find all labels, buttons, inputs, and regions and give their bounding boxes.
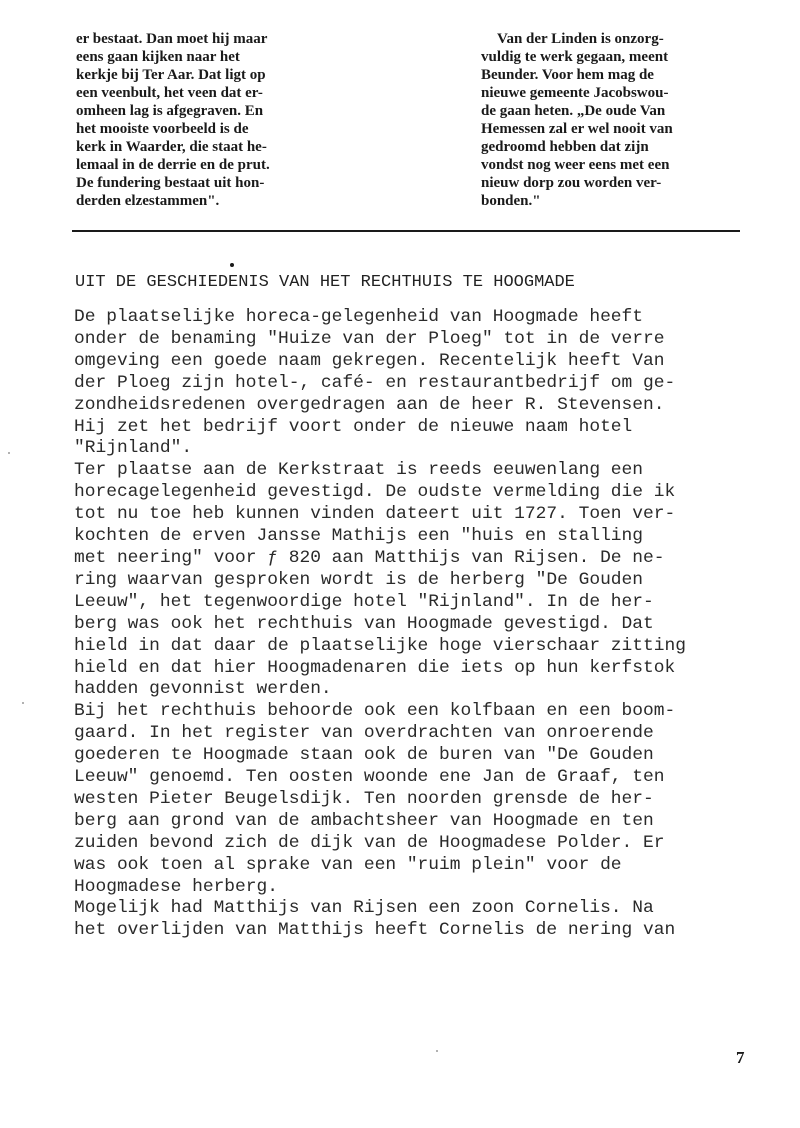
- article-line: De plaatselijke horeca-gelegenheid van Hoogmade heeft: [74, 307, 644, 327]
- section-divider: [72, 230, 740, 232]
- article-line: Mogelijk had Matthijs van Rijsen een zoon Cornelis. Na: [74, 898, 654, 919]
- scan-speck: [436, 1050, 438, 1052]
- right-column-excerpt: [481, 30, 739, 210]
- article-line: het overlijden van Matthijs heeft Cornelis de nering van: [74, 920, 676, 941]
- left-column-line: kerk in Waarder, die staat he-: [76, 139, 267, 155]
- page-number: 7: [736, 1048, 745, 1067]
- right-column-line: de gaan heten. „De oude Van: [481, 103, 666, 119]
- left-column-line: lemaal in de derrie en de prut.: [76, 157, 270, 173]
- article-line: omgeving een goede naam gekregen. Recentelijk heeft Van: [74, 350, 665, 371]
- article-line: Leeuw", het tegenwoordige hotel "Rijnland". In de her-: [74, 591, 654, 612]
- article-line: "Rijnland".: [74, 438, 193, 459]
- left-column-line: omheen lag is afgegraven. En: [76, 103, 264, 119]
- right-column-line: Beunder. Voor hem mag de: [481, 67, 654, 83]
- right-column-line: vuldig te werk gegaan, meent: [481, 49, 669, 65]
- article-line: tot nu toe heb kunnen vinden dateert uit 1727. Toen ver-: [74, 504, 676, 525]
- article-line: kochten de erven Jansse Mathijs een "huis en stalling: [74, 526, 644, 547]
- left-column-line: eens gaan kijken naar het: [76, 49, 240, 65]
- article-line: zondheidsredenen overgedragen aan de heer R. Stevensen.: [74, 394, 665, 415]
- left-column-line: kerkje bij Ter Aar. Dat ligt op: [76, 67, 266, 83]
- left-column-line: een veenbult, het veen dat er-: [76, 85, 263, 101]
- right-column-line: Van der Linden is onzorg-: [497, 31, 664, 47]
- scan-speck: [8, 452, 10, 454]
- article-line: met neering" voor ƒ 820 aan Matthijs van Rijsen. De ne-: [74, 547, 665, 568]
- article-line: ring waarvan gesproken wordt is de herberg "De Gouden: [74, 569, 644, 590]
- right-column-line: vondst nog weer eens met een: [481, 157, 670, 173]
- article-line: gaard. In het register van overdrachten van onroerende: [74, 723, 654, 744]
- left-column-line: er bestaat. Dan moet hij maar: [76, 31, 268, 47]
- article-heading: UIT DE GESCHIEDENIS VAN HET RECHTHUIS TE HOOGMADE: [75, 273, 575, 292]
- article-line: goederen te Hoogmade staan ook de buren van "De Gouden: [74, 745, 654, 766]
- article-line: Leeuw" genoemd. Ten oosten woonde ene Jan de Graaf, ten: [74, 767, 665, 788]
- article-line: berg aan grond van de ambachtsheer van Hoogmade en ten: [74, 810, 654, 831]
- right-column-line: gedroomd hebben dat zijn: [481, 139, 649, 155]
- right-column-line: Hemessen zal er wel nooit van: [481, 121, 673, 137]
- article-line: onder de benaming "Huize van der Ploeg" tot in de verre: [74, 328, 665, 349]
- article-line: Ter plaatse aan de Kerkstraat is reeds eeuwenlang een: [74, 460, 644, 481]
- article-line: horecagelegenheid gevestigd. De oudste vermelding die ik: [74, 482, 676, 503]
- right-column-line: nieuw dorp zou worden ver-: [481, 175, 662, 191]
- left-column-line: derden elzestammen".: [76, 193, 220, 209]
- article-line: hield in dat daar de plaatselijke hoge vierschaar zitting: [74, 635, 686, 656]
- right-column-line: nieuwe gemeente Jacobswou-: [481, 85, 669, 101]
- article-line: Bij het rechthuis behoorde ook een kolfbaan en een boom-: [74, 701, 676, 722]
- article-line: was ook toen al sprake van een "ruim plein" voor de: [74, 854, 622, 875]
- left-column-excerpt: [76, 30, 334, 210]
- right-column-line: bonden.": [481, 193, 541, 209]
- left-column-line: De fundering bestaat uit hon-: [76, 175, 265, 191]
- article-line: hadden gevonnist werden.: [74, 679, 332, 700]
- article-body: [74, 307, 686, 942]
- left-column-line: het mooiste voorbeeld is de: [76, 121, 249, 137]
- article-line: berg was ook het rechthuis van Hoogmade gevestigd. Dat: [74, 613, 654, 634]
- article-line: Hoogmadese herberg.: [74, 876, 278, 897]
- article-line: zuiden bevond zich de dijk van de Hoogmadese Polder. Er: [74, 832, 665, 853]
- article-line: westen Pieter Beugelsdijk. Ten noorden grensde de her-: [74, 788, 654, 809]
- article-line: Hij zet het bedrijf voort onder de nieuwe naam hotel: [74, 416, 633, 437]
- article-line: hield en dat hier Hoogmadenaren die iets op hun kerfstok: [74, 657, 676, 678]
- article-line: der Ploeg zijn hotel-, café- en restaurantbedrijf om ge-: [74, 372, 676, 393]
- scan-speck: [22, 702, 24, 704]
- ink-dot: [230, 263, 234, 267]
